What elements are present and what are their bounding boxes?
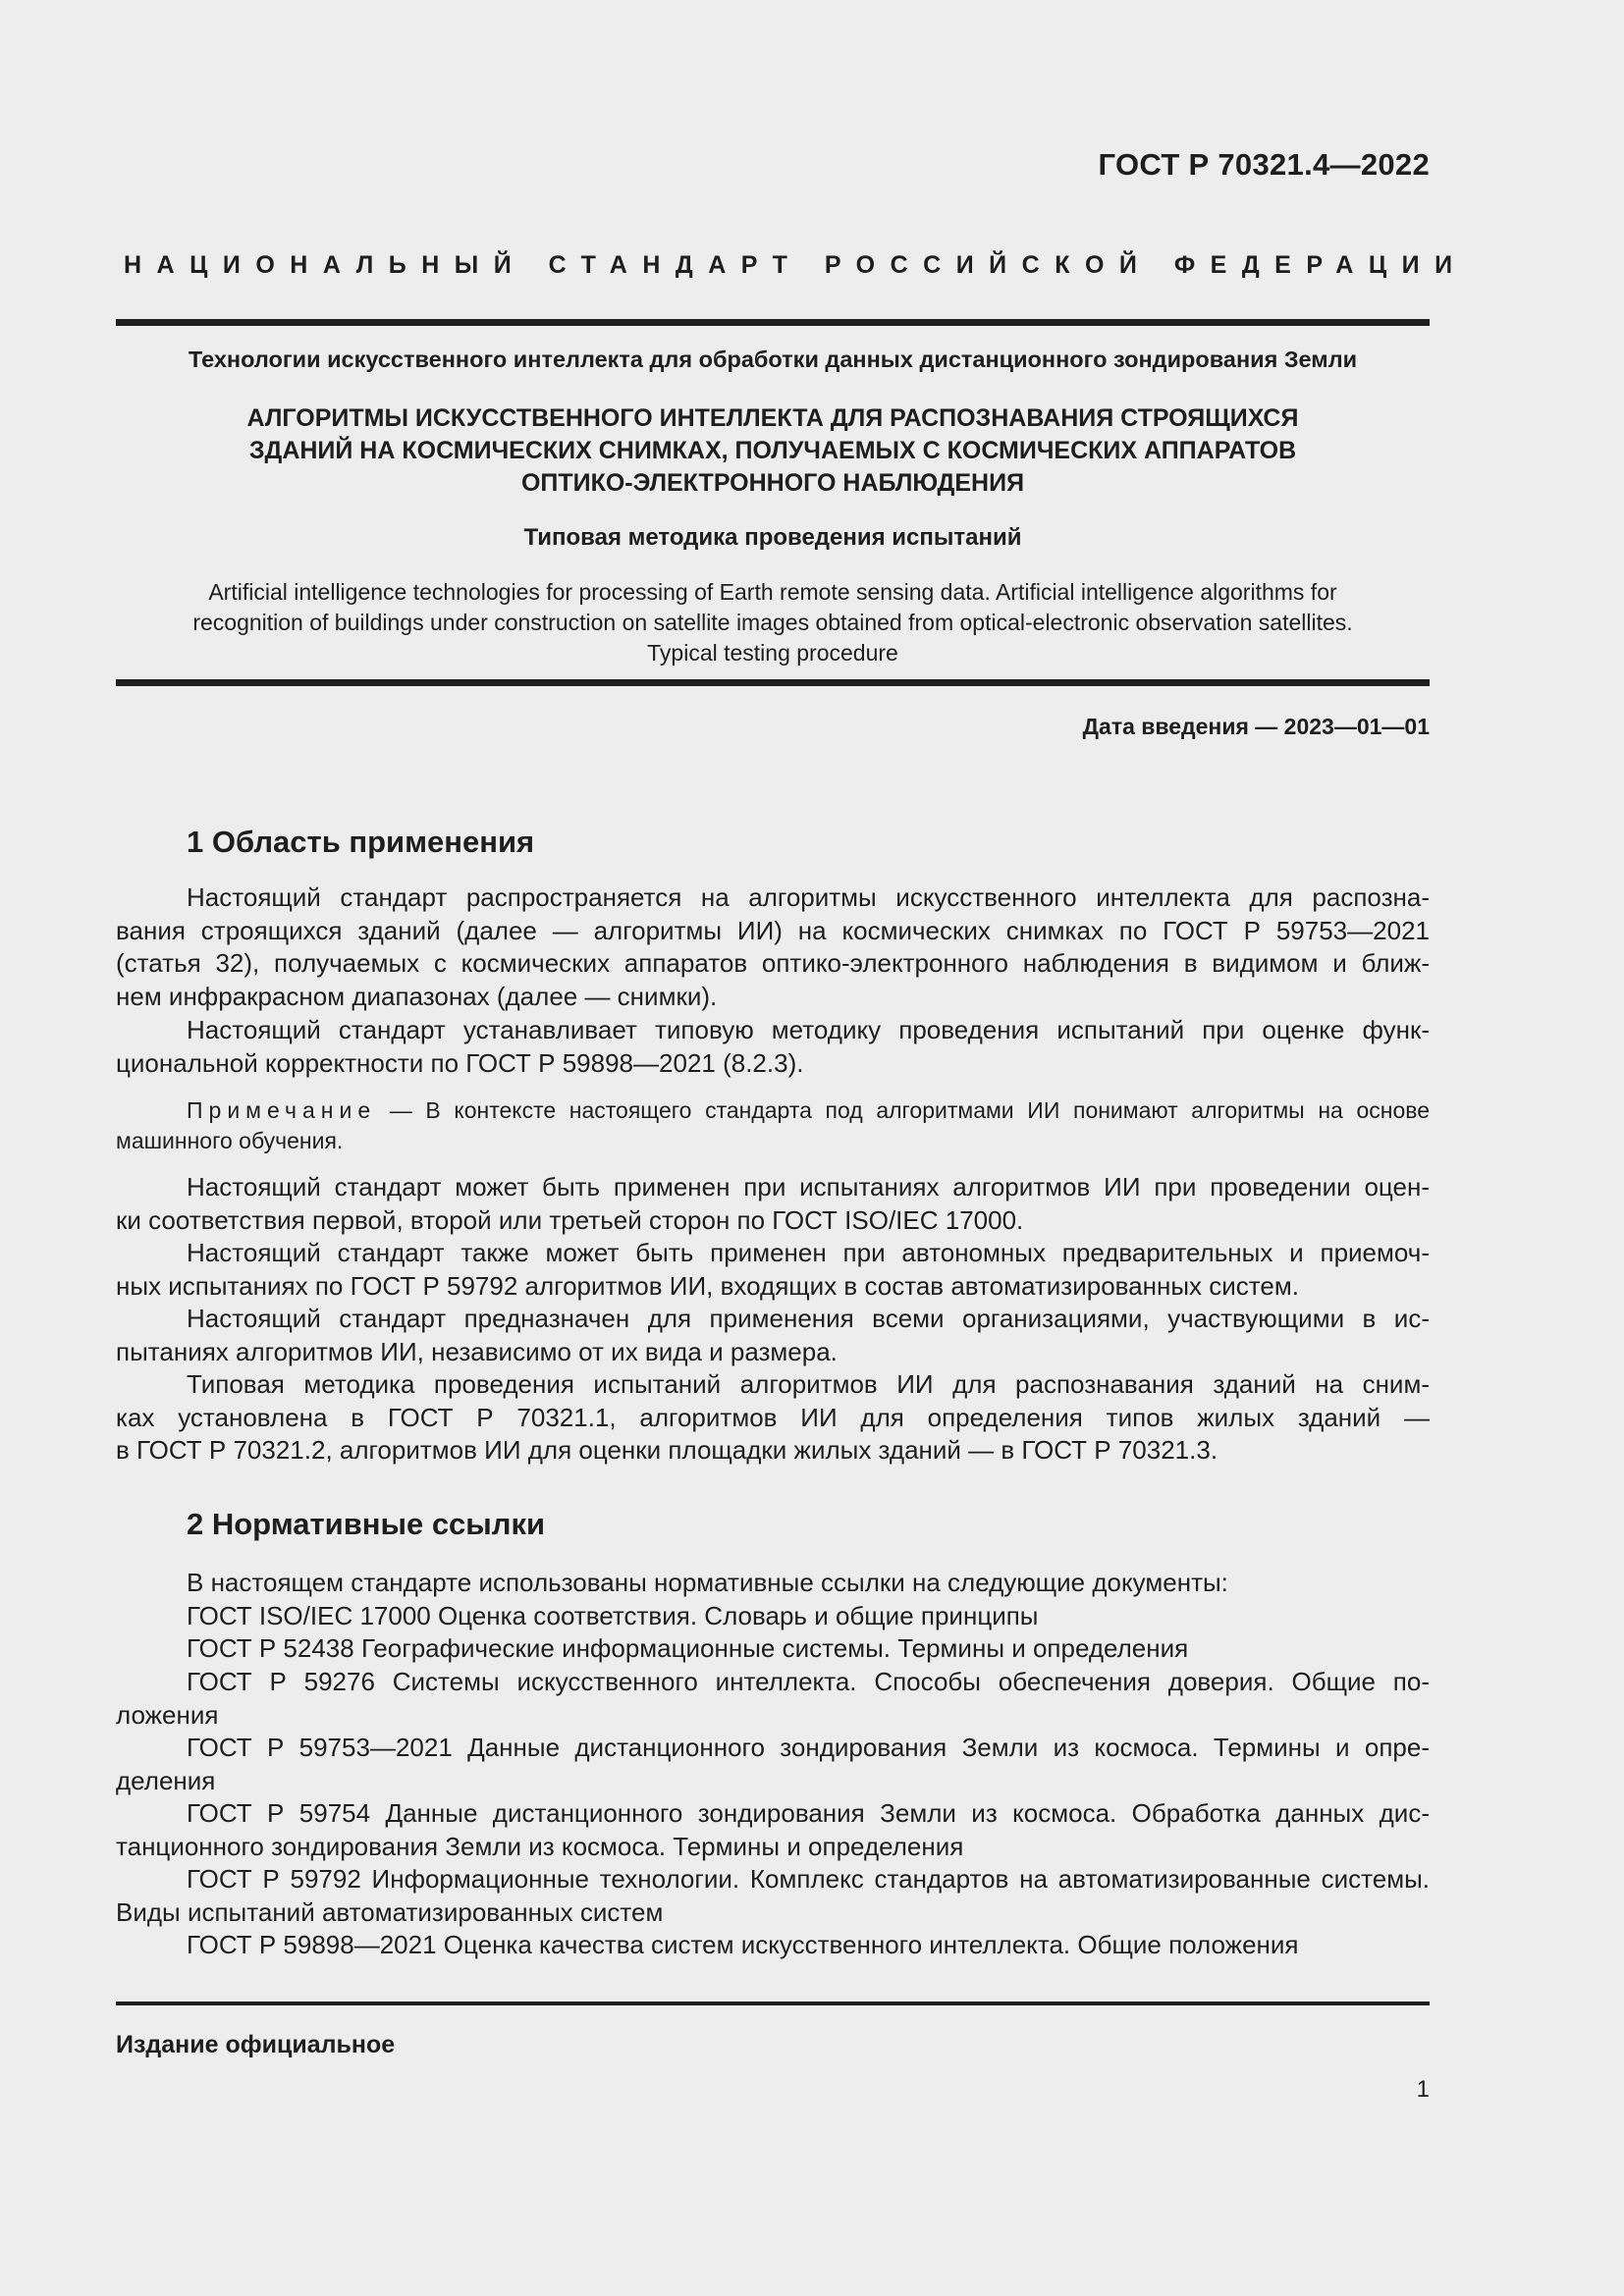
section-1-paragraph-3: [116, 1171, 1430, 1237]
section-1-title: 1 Область применения: [187, 825, 535, 859]
section-1-paragraph-2: [116, 1014, 1430, 1080]
note-line: [116, 1095, 1430, 1126]
reference-line: ГОСТ Р 59754 Данные дистанционного зондирования Земли из космоса. Обработка данных дис-: [187, 1798, 1430, 1828]
paragraph-line: в ГОСТ Р 70321.2, алгоритмов ИИ для оценки площадки жилых зданий — в ГОСТ Р 70321.3.: [116, 1435, 1218, 1465]
section-1-paragraph-1: [116, 881, 1430, 1013]
method-subtitle: Типовая методика проведения испытаний: [523, 524, 1022, 551]
introduction-date: Дата введения — 2023—01—01: [1082, 714, 1430, 739]
national-standard-heading: НАЦИОНАЛЬНЫЙ СТАНДАРТ РОССИЙСКОЙ ФЕДЕРАЦИИ: [124, 251, 1468, 279]
paragraph-line: ки соответствия первой, второй или третьей сторон по ГОСТ ISO/IEC 17000.: [116, 1204, 1024, 1235]
paragraph-line: пытаниях алгоритмов ИИ, независимо от их вида и размера.: [116, 1336, 838, 1366]
paragraph-line: Типовая методика проведения испытаний алгоритмов ИИ для распознавания зданий на сним-: [187, 1369, 1430, 1399]
page-number: 1: [1416, 2076, 1430, 2103]
reference-line: ГОСТ Р 59792 Информационные технологии. Комплекс стандартов на автоматизированные системы.: [187, 1864, 1430, 1894]
main-title: [116, 402, 1430, 500]
section-1-paragraph-6: [116, 1368, 1430, 1468]
paragraph-line: вания строящихся зданий (далее — алгоритмы ИИ) на космических снимках по ГОСТ Р 59753—2021: [116, 915, 1430, 945]
english-title-line: Typical testing procedure: [647, 640, 898, 666]
reference-line: ложения: [116, 1699, 219, 1730]
section-2-title: 2 Нормативные ссылки: [187, 1507, 546, 1541]
paragraph-line: ках установлена в ГОСТ Р 70321.1, алгоритмов ИИ для определения типов жилых зданий —: [116, 1402, 1430, 1432]
header-rule-top: [116, 319, 1430, 326]
footer-rule: [116, 2002, 1430, 2005]
reference-item: [116, 1929, 1430, 1962]
reference-item: [116, 1666, 1430, 1732]
note-label: Примечание: [187, 1097, 377, 1123]
reference-item: [116, 1863, 1430, 1929]
note-line: машинного обучения.: [116, 1128, 344, 1153]
english-title-line: Artificial intelligence technologies for processing of Earth remote sensing data. Artificial intelligence algorithms for: [208, 579, 1337, 605]
document-number: ГОСТ Р 70321.4—2022: [1098, 147, 1430, 182]
main-title-line: ОПТИКО-ЭЛЕКТРОННОГО НАБЛЮДЕНИЯ: [520, 469, 1025, 497]
reference-line: ГОСТ Р 59753—2021 Данные дистанционного зондирования Земли из космоса. Термины и опре-: [187, 1733, 1430, 1762]
paragraph-line: Настоящий стандарт распространяется на алгоритмы искусственного интеллекта для распозна-: [187, 882, 1430, 912]
reference-line: ГОСТ Р 52438 Географические информационные системы. Термины и определения: [187, 1633, 1189, 1663]
paragraph-line: Настоящий стандарт может быть применен при испытаниях алгоритмов ИИ при проведении оцен-: [187, 1172, 1430, 1201]
reference-item: [116, 1600, 1430, 1633]
paragraph-line: ных испытаниях по ГОСТ Р 59792 алгоритмов ИИ, входящих в состав автоматизированных систем.: [116, 1270, 1299, 1301]
main-title-line: АЛГОРИТМЫ ИСКУССТВЕННОГО ИНТЕЛЛЕКТА ДЛЯ РАСПОЗНАВАНИЯ СТРОЯЩИХСЯ: [246, 404, 1299, 432]
reference-line: Виды испытаний автоматизированных систем: [116, 1896, 664, 1927]
note-block: [116, 1095, 1430, 1156]
paragraph-line: Настоящий стандарт предназначен для применения всеми организациями, участвующими в ис-: [187, 1304, 1430, 1333]
paragraph-line: В настоящем стандарте использованы нормативные ссылки на следующие документы:: [187, 1568, 1228, 1597]
reference-line: ГОСТ Р 59898—2021 Оценка качества систем искусственного интеллекта. Общие положения: [187, 1930, 1299, 1959]
header-rule-bottom: [116, 679, 1430, 686]
reference-line: ГОСТ Р 59276 Системы искусственного интеллекта. Способы обеспечения доверия. Общие по-: [187, 1667, 1430, 1696]
main-title-line: ЗДАНИЙ НА КОСМИЧЕСКИХ СНИМКАХ, ПОЛУЧАЕМЫХ С КОСМИЧЕСКИХ АППАРАТОВ: [248, 437, 1297, 464]
paragraph-line: (статья 32), получаемых с космических аппаратов оптико-электронного наблюдения в видимом и ближ-: [116, 948, 1430, 978]
reference-line: ГОСТ ISO/IEC 17000 Оценка соответствия. Словарь и общие принципы: [187, 1601, 1039, 1630]
english-title: [116, 577, 1430, 668]
reference-item: [116, 1797, 1430, 1863]
subject-line: Технологии искусственного интеллекта для обработки данных дистанционного зондирования Земли: [188, 347, 1358, 372]
section-2-intro: [116, 1567, 1430, 1600]
document-page: [116, 0, 1468, 2296]
reference-item: [116, 1732, 1430, 1797]
paragraph-line: Настоящий стандарт также может быть применен при автономных предварительных и приемоч-: [187, 1238, 1430, 1267]
section-1-paragraph-5: [116, 1303, 1430, 1368]
reference-item: [116, 1632, 1430, 1666]
official-edition-label: Издание официальное: [116, 2031, 396, 2058]
english-title-line: recognition of buildings under construction on satellite images obtained from optical-electronic observation satellites.: [192, 610, 1353, 635]
reference-line: танционного зондирования Земли из космоса. Термины и определения: [116, 1831, 964, 1861]
paragraph-line: Настоящий стандарт устанавливает типовую методику проведения испытаний при оценке функ-: [187, 1015, 1430, 1044]
paragraph-line: нем инфракрасном диапазонах (далее — снимки).: [116, 981, 718, 1011]
reference-line: деления: [116, 1765, 216, 1795]
note-text: — В контексте настоящего стандарта под алгоритмами ИИ понимают алгоритмы на основе: [376, 1097, 1430, 1123]
paragraph-line: циональной корректности по ГОСТ Р 59898—2021 (8.2.3).: [116, 1047, 804, 1078]
section-1-paragraph-4: [116, 1237, 1430, 1303]
